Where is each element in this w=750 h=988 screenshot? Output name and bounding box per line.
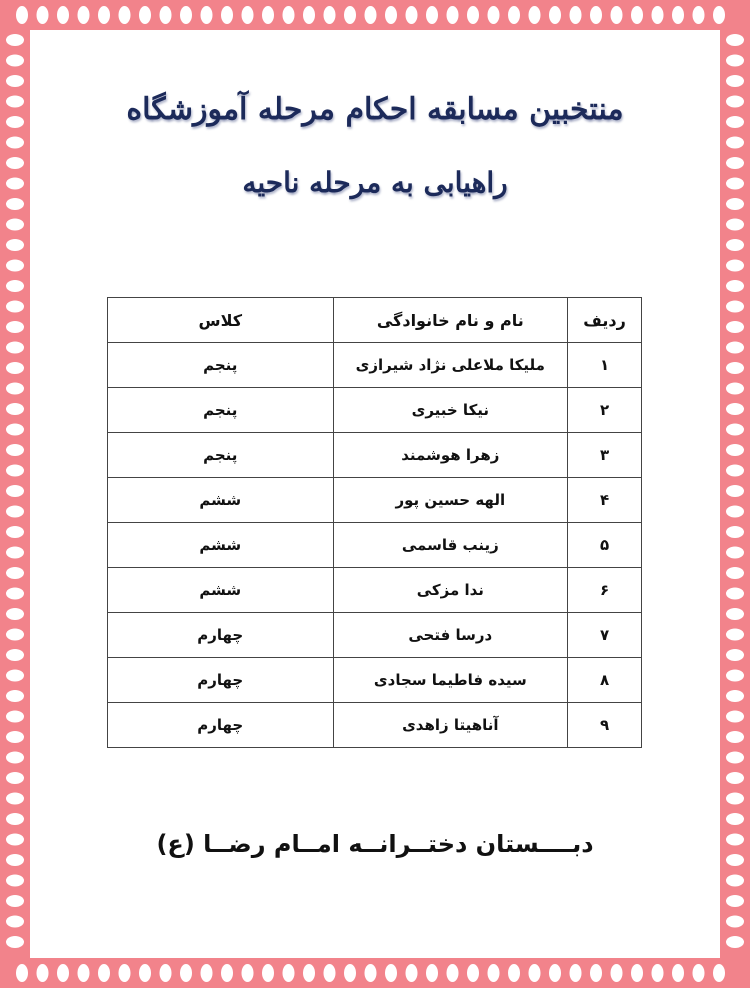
border-dot [726,424,744,436]
border-dot [726,752,744,764]
border-dot [726,629,744,641]
student-class: ششم [108,523,334,568]
border-dot [6,239,24,251]
border-dot [57,6,69,24]
student-name: درسا فتحی [333,613,568,658]
border-dot [119,964,131,982]
border-dot [713,6,725,24]
border-dot [549,964,561,982]
border-dot [631,964,643,982]
border-dot [221,6,233,24]
student-class: پنجم [108,343,334,388]
student-name: الهه حسین پور [333,478,568,523]
border-dot [344,6,356,24]
student-class: چهارم [108,703,334,748]
border-dot [201,6,213,24]
border-dot [726,670,744,682]
border-dot [6,731,24,743]
border-dot [6,219,24,231]
border-dot [447,964,459,982]
border-dot [6,55,24,67]
row-number: ۵ [568,523,642,568]
border-dot [6,690,24,702]
border-dot [6,608,24,620]
border-dot [6,465,24,477]
border-dot [726,403,744,415]
border-dot [447,6,459,24]
row-number: ۴ [568,478,642,523]
border-dot [78,6,90,24]
row-number: ۸ [568,658,642,703]
table-header-row [108,298,642,343]
border-dot [726,219,744,231]
border-dot [726,936,744,948]
border-dot [467,6,479,24]
page-title: منتخبین مسابقه احکام مرحله آموزشگاه [126,92,624,127]
border-dot [6,485,24,497]
border-dot [549,6,561,24]
border-dot [98,6,110,24]
border-dot [16,964,28,982]
border-dot [303,6,315,24]
border-dot [160,6,172,24]
border-dot [726,506,744,518]
border-dot [726,895,744,907]
border-dot [6,895,24,907]
border-dot [324,964,336,982]
border-dot [98,964,110,982]
student-class: ششم [108,568,334,613]
border-dot [180,6,192,24]
table-row [108,433,642,478]
border-dot [611,6,623,24]
border-dot [242,964,254,982]
border-dot [726,793,744,805]
row-number: ۷ [568,613,642,658]
border-dot [726,772,744,784]
border-dot [529,964,541,982]
border-dot [6,711,24,723]
table-row [108,613,642,658]
student-class: چهارم [108,613,334,658]
student-name: نیکا خبیری [333,388,568,433]
border-dot [726,198,744,210]
table-row [108,658,642,703]
border-dot [283,6,295,24]
border-dot [726,526,744,538]
border-dot [426,6,438,24]
border-dot [6,567,24,579]
border-dot [726,690,744,702]
border-dot [37,6,49,24]
student-class: ششم [108,478,334,523]
student-class: پنجم [108,433,334,478]
border-dot [726,75,744,87]
border-dot [180,964,192,982]
border-dot [726,362,744,374]
border-dot [693,964,705,982]
border-dot [726,260,744,272]
border-dot [611,964,623,982]
border-dot [726,444,744,456]
border-dot [78,964,90,982]
border-dot [590,6,602,24]
border-dot [467,964,479,982]
student-class: چهارم [108,658,334,703]
border-dot [726,34,744,46]
table-row [108,478,642,523]
border-dot [652,6,664,24]
border-dot [6,444,24,456]
border-dot [303,964,315,982]
border-dot [6,752,24,764]
border-dot [6,403,24,415]
border-dot [119,6,131,24]
border-dot [6,75,24,87]
border-dot [6,137,24,149]
table-row [108,703,642,748]
border-dot [406,6,418,24]
student-class: پنجم [108,388,334,433]
border-dot [488,6,500,24]
border-dot [693,6,705,24]
border-dot [406,964,418,982]
border-dot [57,964,69,982]
border-dot [726,547,744,559]
border-dot [488,964,500,982]
border-dot [6,362,24,374]
student-name: زینب قاسمی [333,523,568,568]
border-dot [726,383,744,395]
border-dot [37,964,49,982]
border-dot [6,526,24,538]
student-name: آناهیتا زاهدی [333,703,568,748]
border-dot [344,964,356,982]
student-name: زهرا هوشمند [333,433,568,478]
border-dot [6,260,24,272]
border-dot [139,964,151,982]
border-dot [6,301,24,313]
header-class: کلاس [108,298,334,343]
border-dot [726,465,744,477]
border-dot [385,6,397,24]
border-dot [726,916,744,928]
border-dot [6,321,24,333]
border-dot [726,588,744,600]
border-dot [652,964,664,982]
border-dot [426,964,438,982]
row-number: ۲ [568,388,642,433]
border-dot [570,964,582,982]
table-row [108,523,642,568]
border-dot [726,239,744,251]
border-dot [6,280,24,292]
border-dot [6,547,24,559]
border-dot [6,342,24,354]
border-dot [6,34,24,46]
border-dot [508,964,520,982]
border-dot [6,936,24,948]
border-dot [672,964,684,982]
border-dot [726,649,744,661]
student-name: ملیکا ملاعلی نژاد شیرازی [333,343,568,388]
border-dot [713,964,725,982]
border-dot [6,424,24,436]
border-dot [726,875,744,887]
row-number: ۳ [568,433,642,478]
border-dot [726,731,744,743]
border-dot [365,6,377,24]
border-dot [726,813,744,825]
border-dot [726,608,744,620]
school-name-footer: دبــــستان دختــرانــه امــام رضــا (ع) [156,830,594,858]
header-full-name: نام و نام خانوادگی [333,298,568,343]
table-row [108,343,642,388]
border-dot [726,280,744,292]
row-number: ۹ [568,703,642,748]
border-dot [6,649,24,661]
border-dot [385,964,397,982]
border-dot [139,6,151,24]
student-name: سیده فاطیما سجادی [333,658,568,703]
border-dot [221,964,233,982]
border-dot [262,964,274,982]
border-dot [672,6,684,24]
border-dot [201,964,213,982]
border-dot [590,964,602,982]
border-dot [726,485,744,497]
student-name: ندا مزکی [333,568,568,613]
border-dot [726,301,744,313]
border-dot [6,198,24,210]
border-dot [6,629,24,641]
border-dot [6,793,24,805]
border-dot [726,342,744,354]
border-dot [529,6,541,24]
border-dot [6,383,24,395]
row-number: ۶ [568,568,642,613]
border-dot [160,964,172,982]
border-dot [365,964,377,982]
border-dot [6,670,24,682]
border-dot [726,711,744,723]
border-dot [726,55,744,67]
page-subtitle: راهیابی به مرحله ناحیه [242,166,508,199]
border-dot [726,137,744,149]
border-dot [570,6,582,24]
row-number: ۱ [568,343,642,388]
border-dot [508,6,520,24]
border-dot [726,321,744,333]
border-dot [726,567,744,579]
winners-table [107,297,642,748]
border-dot [324,6,336,24]
border-dot [283,964,295,982]
border-dot [6,813,24,825]
header-row-number: ردیف [568,298,642,343]
border-dot [242,6,254,24]
border-dot [6,772,24,784]
border-dot [6,506,24,518]
table-row [108,388,642,433]
border-dot [16,6,28,24]
border-dot [6,916,24,928]
border-dot [6,588,24,600]
border-dot [631,6,643,24]
border-dot [262,6,274,24]
border-dot [6,875,24,887]
table-row [108,568,642,613]
